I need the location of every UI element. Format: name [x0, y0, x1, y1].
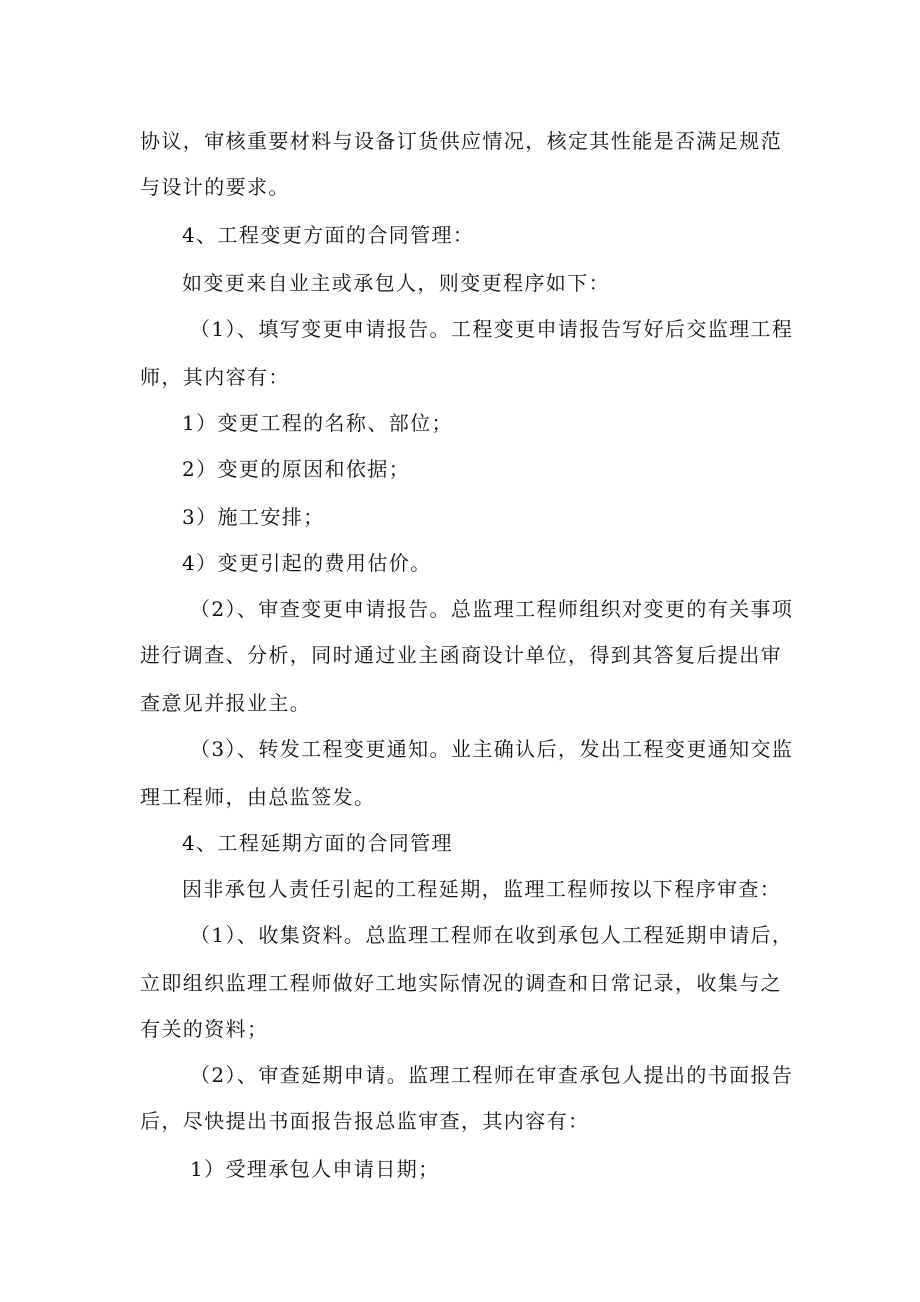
text-line: 协议，审核重要材料与设备订货供应情况，核定其性能是否满足规范: [140, 129, 782, 153]
list-item: 3）施工安排；: [182, 505, 325, 529]
text-line: 理工程师，由总监签发。: [140, 785, 376, 809]
section-heading: 4、工程延期方面的合同管理: [182, 831, 453, 855]
text-line: 如变更来自业主或承包人，则变更程序如下：: [182, 271, 610, 295]
text-line: 后，尽快提出书面报告报总监审查，其内容有：: [140, 1109, 590, 1133]
list-item: 4）变更引起的费用估价。: [182, 551, 432, 575]
text-line: （2）、审查延期申请。监理工程师在审查承包人提出的书面报告: [190, 1063, 794, 1087]
text-line: （3）、转发工程变更通知。业主确认后，发出工程变更通知交监: [190, 737, 794, 761]
text-line: （2）、审查变更申请报告。总监理工程师组织对变更的有关事项: [190, 597, 794, 621]
text-line: 有关的资料；: [140, 1017, 269, 1041]
text-line: （1）、收集资料。总监理工程师在收到承包人工程延期申请后，: [190, 923, 794, 947]
text-line: 与设计的要求。: [140, 175, 290, 199]
text-line: 师，其内容有：: [140, 365, 290, 389]
text-line: 立即组织监理工程师做好工地实际情况的调查和日常记录，收集与之: [140, 971, 782, 995]
list-item: 2）变更的原因和依据；: [182, 457, 411, 481]
list-item: 1）变更工程的名称、部位；: [182, 411, 453, 435]
text-line: 进行调查、分析，同时通过业主函商设计单位，得到其答复后提出审: [140, 643, 782, 667]
text-line: （1）、填写变更申请报告。工程变更申请报告写好后交监理工程: [190, 317, 794, 341]
text-line: 因非承包人责任引起的工程延期，监理工程师按以下程序审查：: [182, 877, 782, 901]
section-heading: 4、工程变更方面的合同管理：: [182, 223, 475, 247]
list-item: 1）受理承包人申请日期；: [190, 1157, 440, 1181]
text-line: 查意见并报业主。: [140, 691, 312, 715]
